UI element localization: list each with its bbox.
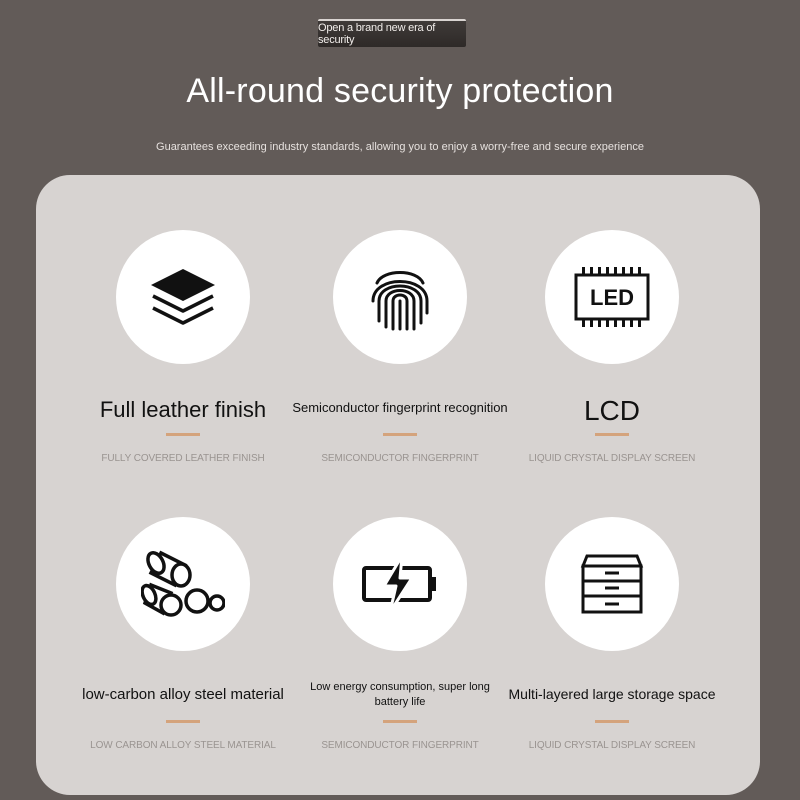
feature-title: Multi-layered large storage space <box>508 686 716 702</box>
feature-icon-circle <box>116 517 250 651</box>
feature-subtitle: LIQUID CRYSTAL DISPLAY SCREEN <box>528 453 696 464</box>
feature-item <box>502 517 722 767</box>
feature-subtitle: LIQUID CRYSTAL DISPLAY SCREEN <box>528 740 696 751</box>
accent-bar <box>166 433 200 436</box>
drawers-icon <box>579 552 645 616</box>
feature-title: low-carbon alloy steel material <box>82 686 284 703</box>
feature-item <box>73 230 293 480</box>
feature-icon-circle <box>116 230 250 364</box>
header-badge <box>318 19 466 47</box>
feature-icon-circle <box>333 230 467 364</box>
feature-title: Low energy consumption, super long battery life <box>310 681 490 708</box>
led-chip-text: LED <box>590 285 634 310</box>
feature-subtitle: FULLY COVERED LEATHER FINISH <box>101 453 265 464</box>
accent-bar <box>383 433 417 436</box>
feature-icon-circle <box>545 230 679 364</box>
feature-icon-circle <box>545 517 679 651</box>
feature-item <box>290 230 510 480</box>
feature-item <box>73 517 293 767</box>
header-badge-text: Open a brand new era of security <box>318 22 436 46</box>
feature-subtitle: LOW CARBON ALLOY STEEL MATERIAL <box>90 740 276 751</box>
led-chip-icon <box>572 265 652 329</box>
feature-title: Semiconductor fingerprint recognition <box>292 400 508 415</box>
page-title: All-round security protection <box>186 72 614 110</box>
accent-bar <box>595 433 629 436</box>
battery-charging-icon <box>360 554 440 614</box>
fingerprint-icon <box>369 261 431 333</box>
feature-item <box>502 230 722 480</box>
features-card <box>36 175 760 795</box>
accent-bar <box>595 720 629 723</box>
feature-icon-circle <box>333 517 467 651</box>
layers-icon <box>147 265 219 329</box>
steel-pipes-icon <box>141 545 225 623</box>
feature-title: Full leather finish <box>99 397 267 422</box>
page-subtitle: Guarantees exceeding industry standards, allowing you to enjoy a worry-free and secure experience <box>156 141 644 153</box>
feature-subtitle: SEMICONDUCTOR FINGERPRINT <box>321 740 479 751</box>
feature-item <box>290 517 510 767</box>
feature-title: LCD <box>583 395 640 426</box>
accent-bar <box>166 720 200 723</box>
accent-bar <box>383 720 417 723</box>
feature-subtitle: SEMICONDUCTOR FINGERPRINT <box>321 453 479 464</box>
